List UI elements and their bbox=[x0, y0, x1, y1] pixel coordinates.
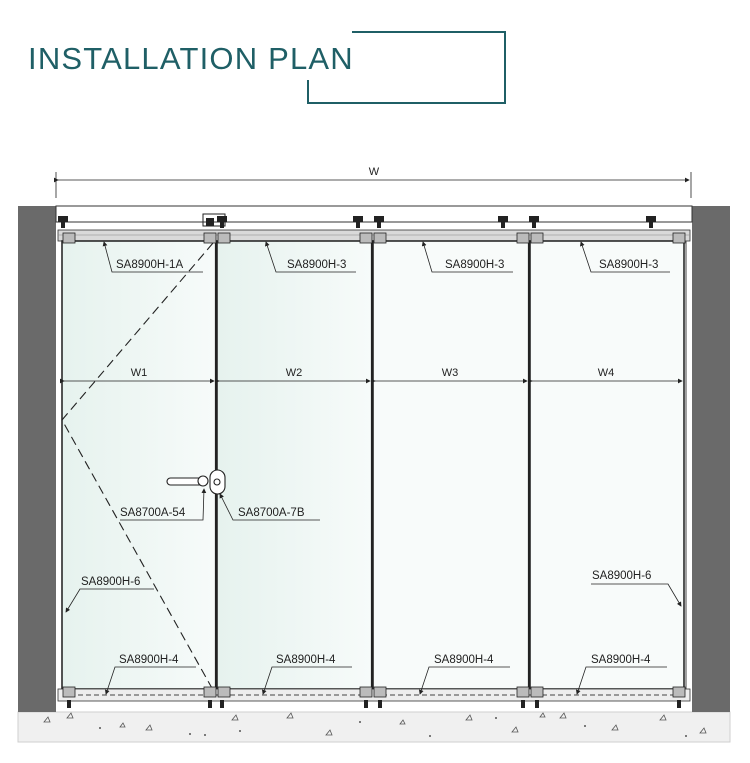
glass-panel-1 bbox=[62, 241, 216, 689]
panel-width-w2: W2 bbox=[285, 367, 303, 379]
label-bottom-2: SA8900H-4 bbox=[276, 654, 336, 666]
label-bottom-1: SA8900H-4 bbox=[119, 654, 179, 666]
label-top-track-4: SA8900H-3 bbox=[599, 259, 659, 271]
left-wall bbox=[18, 206, 56, 712]
label-top-track-1: SA8900H-1A bbox=[116, 259, 184, 271]
glass-panel-3 bbox=[373, 241, 529, 689]
panel-width-w4: W4 bbox=[597, 367, 615, 379]
right-wall bbox=[692, 206, 730, 712]
overall-width-label: W bbox=[368, 166, 380, 178]
label-handle-right: SA8700A-7B bbox=[238, 507, 305, 519]
label-handle-left: SA8700A-54 bbox=[120, 507, 186, 519]
label-side-left: SA8900H-6 bbox=[81, 576, 141, 588]
label-top-track-2: SA8900H-3 bbox=[287, 259, 347, 271]
label-bottom-3: SA8900H-4 bbox=[434, 654, 494, 666]
panel-width-w1: W1 bbox=[130, 367, 148, 379]
label-bottom-4: SA8900H-4 bbox=[591, 654, 651, 666]
panel-width-w3: W3 bbox=[441, 367, 459, 379]
label-top-track-3: SA8900H-3 bbox=[445, 259, 505, 271]
glass-panel-4 bbox=[530, 241, 684, 689]
glass-panel-2 bbox=[217, 241, 372, 689]
label-side-right: SA8900H-6 bbox=[592, 570, 652, 582]
page-title: INSTALLATION PLAN bbox=[28, 41, 354, 76]
